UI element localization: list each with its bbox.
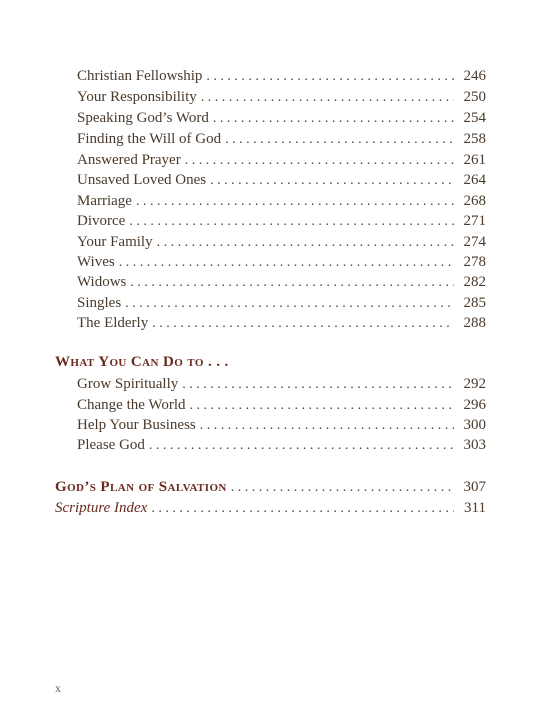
toc-entry-title: Unsaved Loved Ones [77,172,207,188]
toc-entry-title: Divorce [77,213,126,229]
page-folio: x [55,681,61,695]
toc-entry-page: 303 [463,437,486,453]
toc-entry-title: Wives [77,254,115,270]
toc-entry [77,87,486,107]
toc-entry-title: Change the World [77,397,186,413]
toc-entry-title: Help Your Business [77,417,196,433]
toc-entry-page: 274 [463,234,486,250]
leader-dots [149,436,454,455]
toc-entry [77,191,486,211]
toc-entry [77,395,486,415]
toc-entry-page: 296 [463,397,486,413]
leader-dots [182,375,454,394]
toc-entry [77,293,486,313]
toc-entry [77,415,486,435]
toc-entry-page: 300 [463,417,486,433]
toc-entry [77,129,486,149]
toc-entry-title: Marriage [77,193,132,209]
toc-entry-title: Speaking God’s Word [77,110,209,126]
leader-dots [152,314,454,333]
toc-entry-scripture-index [55,498,486,518]
toc-entry-title: Singles [77,295,122,311]
toc-entry-page: 261 [463,152,486,168]
toc-entry-page: 264 [463,172,486,188]
toc-entry [77,108,486,128]
leader-dots [201,88,454,107]
toc-entry-page: 311 [464,500,486,516]
toc-entry-page: 250 [463,89,486,105]
toc-entry-title: Scripture Index [55,500,148,516]
leader-dots [231,478,454,497]
toc-entry-title: Answered Prayer [77,152,181,168]
toc-entry [77,272,486,292]
toc-entry [77,66,486,86]
leader-dots [151,499,454,518]
toc-entry [77,252,486,272]
leader-dots [157,233,454,252]
leader-dots [190,396,455,415]
toc-entry-page: 285 [463,295,486,311]
toc-entry [77,170,486,190]
toc-entry-page: 282 [463,274,486,290]
toc-entry-title: Grow Spiritually [77,376,179,392]
toc-entry-title: Your Family [77,234,153,250]
toc-entry [77,435,486,455]
leader-dots [136,192,454,211]
leader-dots [129,212,454,231]
toc-entry-plan-of-salvation [55,477,486,497]
leader-dots [210,171,454,190]
toc-entry [77,232,486,252]
toc-entry-title: Your Responsibility [77,89,197,105]
toc-entry-page: 307 [463,479,486,495]
toc-entry-title: God’s Plan of Salvation [55,479,227,495]
leader-dots [206,67,454,86]
leader-dots [130,273,454,292]
toc-entry-title: Please God [77,437,145,453]
toc-entry [77,374,486,394]
toc-entry-page: 268 [463,193,486,209]
toc-entry-page: 288 [463,315,486,331]
toc-entry-title: Finding the Will of God [77,131,222,147]
toc-entry-title: The Elderly [77,315,149,331]
leader-dots [213,109,454,128]
leader-dots [125,294,454,313]
leader-dots [119,253,454,272]
toc-entry-page: 292 [463,376,486,392]
toc-entry [77,150,486,170]
toc-entry-page: 278 [463,254,486,270]
toc-entry-page: 258 [463,131,486,147]
leader-dots [225,130,454,149]
toc-entry-page: 271 [463,213,486,229]
toc-entry-title: Widows [77,274,127,290]
section-heading: What You Can Do to . . . [55,354,229,370]
leader-dots [185,151,454,170]
leader-dots [200,416,454,435]
toc-entry-page: 246 [463,68,486,84]
toc-entry-page: 254 [463,110,486,126]
toc-entry-title: Christian Fellowship [77,68,203,84]
toc-entry [77,313,486,333]
toc-entry [77,211,486,231]
